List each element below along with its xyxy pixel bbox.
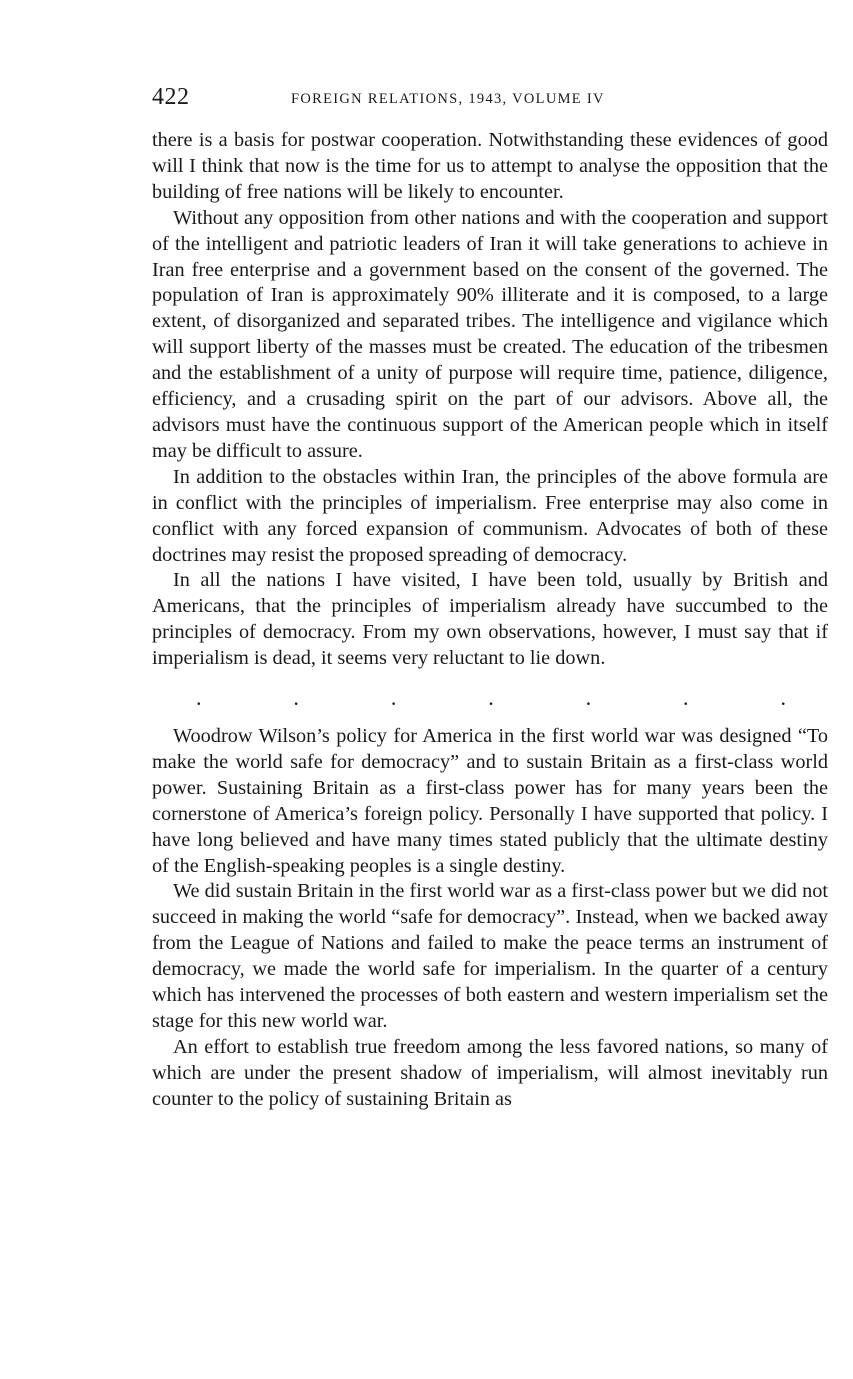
paragraph: Without any opposition from other nations and with the cooperation and support of the intelligent and patriotic leaders of Iran it will take generations to achieve in Iran free enterprise and a government based on the consent of the governed. The population of Iran is approximately 90% illiterate and it is composed, to a large extent, of disorganized and separated tribes. The intelligence and vigilance which will support liberty of the masses must be created. The education of the tribesmen and the establishment of a unity of purpose will require time, patience, diligence, efficiency, and a crusading spirit on the part of our advisors. Above all, the advisors must have the continuous support of the American people which in itself may be difficult to assure. bbox=[152, 206, 828, 462]
page-number: 422 bbox=[152, 84, 190, 110]
break-dot: . bbox=[293, 685, 299, 711]
paragraph: In addition to the obstacles within Iran, the principles of the above formula are in conflict with the principles of imperialism. Free enterprise may also come in conflict with any forced expansion of communism. Advocates of both of these doctrines may resist the proposed spreading of democracy. bbox=[152, 465, 828, 566]
break-dot: . bbox=[196, 685, 202, 711]
break-dot: . bbox=[683, 685, 689, 711]
break-dot: . bbox=[780, 685, 786, 711]
body-text bbox=[152, 128, 828, 1113]
paragraph: Woodrow Wilson’s policy for America in the first world war was designed “To make the world safe for democracy” and to sustain Britain as a first-class world power. Sustaining Britain as a first-class power has for many years been the cornerstone of America’s foreign policy. Personally I have supported that policy. I have long believed and have many times stated publicly that the ultimate destiny of the English-speaking peoples is a single destiny. bbox=[152, 725, 828, 877]
paragraph: In all the nations I have visited, I have been told, usually by British and Americans, that the principles of imperialism already have succumbed to the principles of democracy. From my own observations, however, I must say that if imperialism is dead, it seems very reluctant to lie down. bbox=[152, 569, 828, 670]
page-header bbox=[152, 82, 828, 116]
paragraph: there is a basis for postwar cooperation. Notwithstanding these evidences of good will I think that now is the time for us to attempt to analyse the opposition that the building of free nations will be likely to encounter. bbox=[152, 129, 828, 203]
section-break bbox=[152, 672, 828, 724]
paragraph: We did sustain Britain in the first world war as a first-class power but we did not succeed in making the world “safe for democracy”. Instead, when we backed away from the League of Nations and failed to make the peace terms an instrument of democracy, we made the world safe for imperialism. In the quarter of a century which has intervened the processes of both eastern and western imperialism set the stage for this new world war. bbox=[152, 880, 828, 1032]
break-dot: . bbox=[390, 685, 397, 711]
document-page bbox=[152, 82, 828, 1113]
running-head: FOREIGN RELATIONS, 1943, VOLUME IV bbox=[291, 91, 605, 107]
break-dot: . bbox=[488, 685, 494, 711]
paragraph: An effort to establish true freedom among the less favored nations, so many of which are under the present shadow of imperialism, will almost inevitably run counter to the policy of sustaining Britain as bbox=[152, 1035, 828, 1110]
break-dot: . bbox=[585, 685, 592, 711]
